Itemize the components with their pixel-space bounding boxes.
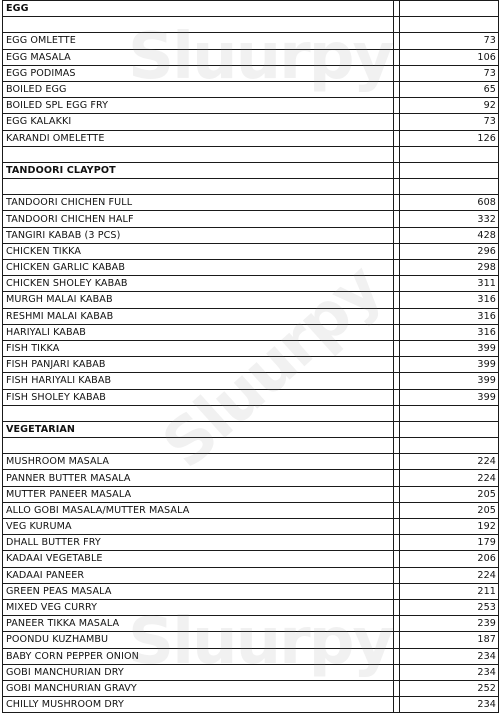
menu-item-price: 399 — [400, 340, 499, 356]
menu-item-name: FISH SHOLEY KABAB — [3, 389, 394, 405]
spacer-row — [3, 146, 499, 162]
menu-item-price: 205 — [400, 502, 499, 518]
menu-item-name: KADAAI VEGETABLE — [3, 551, 394, 567]
menu-item-row — [3, 583, 499, 599]
menu-item-price: 73 — [400, 65, 499, 81]
menu-item-name: FISH HARIYALI KABAB — [3, 373, 394, 389]
menu-item-name: CHICKEN SHOLEY KABAB — [3, 276, 394, 292]
spacer-cell — [3, 17, 394, 33]
menu-item-name: RESHMI MALAI KABAB — [3, 308, 394, 324]
menu-item-price: 298 — [400, 260, 499, 276]
watermark-logo: Sluurpy — [128, 20, 393, 94]
menu-item-price: 192 — [400, 519, 499, 535]
menu-item-name: KARANDI OMELETTE — [3, 130, 394, 146]
section-title: EGG — [3, 1, 394, 17]
spacer-cell — [400, 405, 499, 421]
menu-item-name: HARIYALI KABAB — [3, 324, 394, 340]
spacer-row — [3, 179, 499, 195]
menu-item-name: GREEN PEAS MASALA — [3, 583, 394, 599]
menu-item-row — [3, 616, 499, 632]
spacer-row — [3, 17, 499, 33]
menu-item-price: 224 — [400, 454, 499, 470]
menu-item-name: CHILLY MUSHROOM DRY — [3, 697, 394, 713]
menu-item-name: EGG MASALA — [3, 49, 394, 65]
menu-item-price: 316 — [400, 292, 499, 308]
menu-item-row — [3, 49, 499, 65]
menu-item-row — [3, 130, 499, 146]
menu-item-price: 428 — [400, 227, 499, 243]
section-title: TANDOORI CLAYPOT — [3, 162, 394, 178]
menu-item-price: 399 — [400, 373, 499, 389]
menu-item-row — [3, 454, 499, 470]
menu-item-price: 399 — [400, 357, 499, 373]
menu-item-price: 608 — [400, 195, 499, 211]
menu-item-name: VEG KURUMA — [3, 519, 394, 535]
menu-item-row — [3, 664, 499, 680]
menu-item-price: 224 — [400, 470, 499, 486]
menu-item-name: TANDOORI CHICHEN HALF — [3, 211, 394, 227]
menu-item-name: GOBI MANCHURIAN DRY — [3, 664, 394, 680]
section-header-row — [3, 1, 499, 17]
section-header-row — [3, 421, 499, 437]
menu-item-price: 187 — [400, 632, 499, 648]
menu-item-name: TANGIRI KABAB (3 PCS) — [3, 227, 394, 243]
menu-item-row — [3, 599, 499, 615]
menu-item-row — [3, 567, 499, 583]
menu-item-row — [3, 680, 499, 696]
menu-item-row — [3, 551, 499, 567]
menu-item-row — [3, 114, 499, 130]
menu-item-name: KADAAI PANEER — [3, 567, 394, 583]
menu-item-row — [3, 324, 499, 340]
section-header-row — [3, 162, 499, 178]
menu-item-name: FISH TIKKA — [3, 340, 394, 356]
spacer-cell — [3, 146, 394, 162]
menu-item-row — [3, 632, 499, 648]
menu-item-row — [3, 535, 499, 551]
menu-item-row — [3, 81, 499, 97]
menu-item-row — [3, 243, 499, 259]
menu-item-row — [3, 211, 499, 227]
menu-item-row — [3, 373, 499, 389]
menu-item-price: 239 — [400, 616, 499, 632]
menu-item-row — [3, 648, 499, 664]
menu-item-row — [3, 227, 499, 243]
menu-item-price: 311 — [400, 276, 499, 292]
menu-item-row — [3, 276, 499, 292]
menu-item-row — [3, 33, 499, 49]
spacer-row — [3, 405, 499, 421]
menu-item-name: PANNER BUTTER MASALA — [3, 470, 394, 486]
menu-item-row — [3, 697, 499, 713]
menu-item-price: 316 — [400, 308, 499, 324]
menu-item-name: BABY CORN PEPPER ONION — [3, 648, 394, 664]
menu-item-price: 224 — [400, 567, 499, 583]
menu-item-name: BOILED SPL EGG FRY — [3, 98, 394, 114]
menu-table — [2, 0, 499, 713]
menu-item-price: 211 — [400, 583, 499, 599]
menu-item-row — [3, 340, 499, 356]
menu-item-price: 234 — [400, 664, 499, 680]
spacer-row — [3, 438, 499, 454]
menu-item-price: 296 — [400, 243, 499, 259]
menu-item-price: 234 — [400, 697, 499, 713]
menu-item-price: 316 — [400, 324, 499, 340]
spacer-cell — [3, 179, 394, 195]
section-price-cell — [400, 1, 499, 17]
menu-item-name: EGG PODIMAS — [3, 65, 394, 81]
section-title: VEGETARIAN — [3, 421, 394, 437]
menu-item-row — [3, 98, 499, 114]
menu-item-name: POONDU KUZHAMBU — [3, 632, 394, 648]
menu-item-row — [3, 389, 499, 405]
spacer-cell — [400, 17, 499, 33]
menu-item-row — [3, 65, 499, 81]
menu-item-row — [3, 519, 499, 535]
spacer-cell — [3, 405, 394, 421]
menu-item-price: 332 — [400, 211, 499, 227]
menu-item-name: CHICKEN TIKKA — [3, 243, 394, 259]
menu-item-name: EGG KALAKKI — [3, 114, 394, 130]
menu-item-row — [3, 195, 499, 211]
menu-item-name: ALLO GOBI MASALA/MUTTER MASALA — [3, 502, 394, 518]
menu-item-price: 253 — [400, 599, 499, 615]
menu-item-price: 126 — [400, 130, 499, 146]
watermark-logo: Sluurpy — [128, 605, 393, 679]
menu-item-name: MUTTER PANEER MASALA — [3, 486, 394, 502]
menu-item-name: BOILED EGG — [3, 81, 394, 97]
menu-item-price: 205 — [400, 486, 499, 502]
section-price-cell — [400, 162, 499, 178]
menu-item-name: TANDOORI CHICHEN FULL — [3, 195, 394, 211]
menu-item-row — [3, 308, 499, 324]
menu-item-name: CHICKEN GARLIC KABAB — [3, 260, 394, 276]
menu-item-price: 92 — [400, 98, 499, 114]
menu-item-price: 106 — [400, 49, 499, 65]
menu-item-name: MURGH MALAI KABAB — [3, 292, 394, 308]
watermark-logo: Sluurpy — [149, 251, 396, 483]
menu-item-price: 73 — [400, 33, 499, 49]
menu-item-price: 399 — [400, 389, 499, 405]
spacer-cell — [400, 179, 499, 195]
menu-item-name: DHALL BUTTER FRY — [3, 535, 394, 551]
menu-item-price: 234 — [400, 648, 499, 664]
menu-item-name: PANEER TIKKA MASALA — [3, 616, 394, 632]
menu-item-row — [3, 470, 499, 486]
spacer-cell — [400, 146, 499, 162]
menu-item-row — [3, 486, 499, 502]
menu-item-price: 179 — [400, 535, 499, 551]
menu-item-row — [3, 260, 499, 276]
menu-item-name: EGG OMLETTE — [3, 33, 394, 49]
menu-item-price: 65 — [400, 81, 499, 97]
menu-item-name: MUSHROOM MASALA — [3, 454, 394, 470]
menu-item-price: 73 — [400, 114, 499, 130]
menu-item-row — [3, 502, 499, 518]
menu-item-row — [3, 357, 499, 373]
menu-item-name: FISH PANJARI KABAB — [3, 357, 394, 373]
spacer-cell — [400, 438, 499, 454]
menu-item-name: GOBI MANCHURIAN GRAVY — [3, 680, 394, 696]
menu-item-price: 206 — [400, 551, 499, 567]
section-price-cell — [400, 421, 499, 437]
menu-item-price: 252 — [400, 680, 499, 696]
menu-item-name: MIXED VEG CURRY — [3, 599, 394, 615]
menu-item-row — [3, 292, 499, 308]
spacer-cell — [3, 438, 394, 454]
